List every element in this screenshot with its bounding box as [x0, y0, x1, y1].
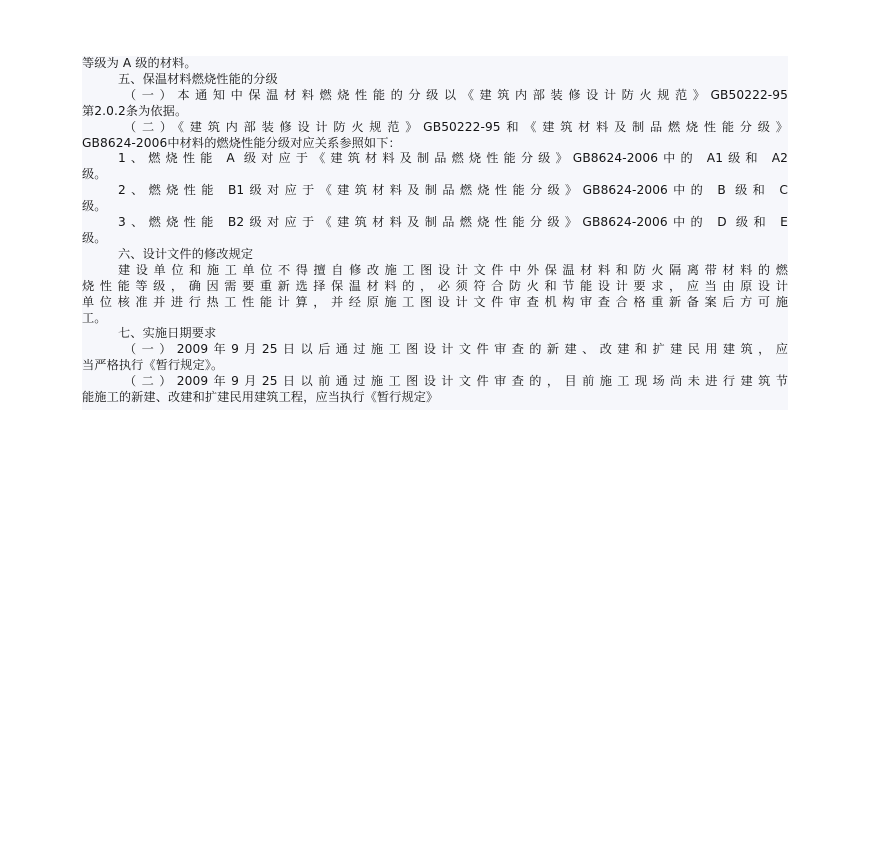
text-line: 3、燃烧性能 B2级对应于《建筑材料及制品燃烧性能分级》GB8624-2006中的 D 级和 E	[118, 215, 788, 230]
text-line: （二）2009年9月25日以前通过施工图设计文件审查的，目前施工现场尚未进行建筑节	[124, 374, 788, 389]
text-line: （二）《建筑内部装修设计防火规范》GB50222-95和《建筑材料及制品燃烧性能分级》	[124, 119, 788, 134]
text-line: （一）本通知中保温材料燃烧性能的分级以《建筑内部装修设计防火规范》GB50222-95	[124, 87, 788, 102]
text-line: 等级为 A 级的材料。	[82, 56, 197, 70]
text-line: 2、燃烧性能 B1级对应于《建筑材料及制品燃烧性能分级》GB8624-2006中的 B 级和 C	[118, 183, 788, 198]
text-line: 单位核准并进行热工性能计算，并经原施工图设计文件审查机构审查合格重新备案后方可施	[82, 294, 788, 309]
text-line: 当严格执行《暂行规定》。	[82, 358, 224, 373]
text-line: GB8624-2006中材料的燃烧性能分级对应关系参照如下：	[82, 135, 401, 150]
text-line: 烧性能等级，确因需要重新选择保温材料的，必须符合防火和节能设计要求，应当由原设计	[82, 278, 788, 293]
text-line: 建设单位和施工单位不得擅自修改施工图设计文件中外保温材料和防火隔离带材料的燃	[118, 262, 788, 277]
text-line: 第2.0.2条为依据。	[82, 103, 188, 118]
text-line: 级。	[82, 230, 107, 245]
text-line: 级。	[82, 167, 107, 182]
section-heading-5: 五、保温材料燃烧性能的分级	[118, 71, 278, 86]
section-heading-6: 六、设计文件的修改规定	[118, 246, 254, 261]
document-text-block	[82, 56, 788, 410]
text-line: 工。	[82, 310, 107, 325]
section-heading-7: 七、实施日期要求	[118, 326, 217, 341]
text-line: 能施工的新建、改建和扩建民用建筑工程，应当执行《暂行规定》	[82, 390, 439, 405]
text-line: （一）2009年9月25日以后通过施工图设计文件审查的新建、改建和扩建民用建筑，应	[124, 342, 788, 357]
text-line: 级。	[82, 199, 107, 214]
text-line: 1、燃烧性能 A 级对应于《建筑材料及制品燃烧性能分级》GB8624-2006中的 A1级和 A2	[118, 151, 788, 166]
